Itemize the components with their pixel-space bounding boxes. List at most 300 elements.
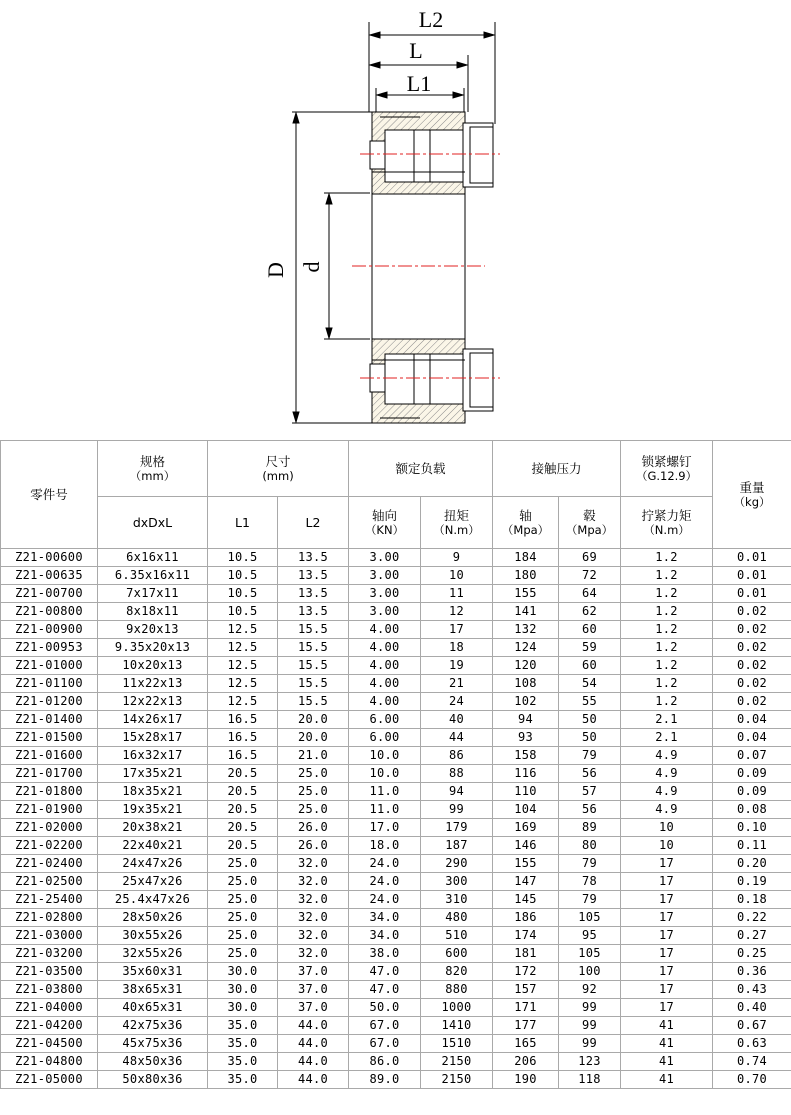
cell-l2: 20.0 [278,711,349,729]
cell-l2: 37.0 [278,999,349,1017]
header-part-no: 零件号 [1,441,98,549]
cell-spec: 17x35x21 [98,765,208,783]
cell-part-no: Z21-04800 [1,1053,98,1071]
cell-part-no: Z21-03200 [1,945,98,963]
cell-axial: 4.00 [349,657,421,675]
cell-l1: 12.5 [208,693,278,711]
cell-shaft-pressure: 155 [493,585,559,603]
table-row [1,999,791,1017]
cell-shaft-pressure: 141 [493,603,559,621]
cell-tighten-torque: 17 [621,909,713,927]
cell-weight: 0.25 [713,945,791,963]
cell-hub-pressure: 95 [559,927,621,945]
cell-torque: 10 [421,567,493,585]
cell-axial: 3.00 [349,549,421,567]
cell-l1: 10.5 [208,603,278,621]
cell-hub-pressure: 59 [559,639,621,657]
cell-spec: 15x28x17 [98,729,208,747]
cell-l2: 15.5 [278,657,349,675]
cell-shaft-pressure: 94 [493,711,559,729]
cell-l1: 25.0 [208,855,278,873]
cell-tighten-torque: 10 [621,837,713,855]
cell-l2: 13.5 [278,549,349,567]
cell-torque: 99 [421,801,493,819]
cell-torque: 94 [421,783,493,801]
table-row [1,711,791,729]
header-screw [621,441,713,497]
cell-part-no: Z21-00635 [1,567,98,585]
table-row [1,603,791,621]
cell-axial: 4.00 [349,693,421,711]
cell-shaft-pressure: 110 [493,783,559,801]
cell-weight: 0.02 [713,621,791,639]
cell-l2: 21.0 [278,747,349,765]
cell-tighten-torque: 1.2 [621,693,713,711]
cell-shaft-pressure: 190 [493,1071,559,1089]
cell-tighten-torque: 1.2 [621,549,713,567]
cell-l2: 32.0 [278,909,349,927]
cell-spec: 14x26x17 [98,711,208,729]
table-row [1,1035,791,1053]
cell-tighten-torque: 1.2 [621,621,713,639]
header-torque-unit: （N.m） [433,522,480,537]
cell-l1: 10.5 [208,585,278,603]
cell-torque: 480 [421,909,493,927]
cell-l2: 13.5 [278,585,349,603]
cell-hub-pressure: 56 [559,801,621,819]
header-hub-label: 毂 [583,507,596,523]
cell-tighten-torque: 17 [621,855,713,873]
cell-l2: 25.0 [278,783,349,801]
cell-shaft-pressure: 186 [493,909,559,927]
cell-weight: 0.19 [713,873,791,891]
cell-weight: 0.20 [713,855,791,873]
header-torque-label: 扭矩 [444,507,470,523]
cell-torque: 2150 [421,1071,493,1089]
cell-l2: 15.5 [278,621,349,639]
cell-torque: 19 [421,657,493,675]
cell-tighten-torque: 1.2 [621,585,713,603]
cell-l2: 44.0 [278,1053,349,1071]
header-contact-pressure: 接触压力 [493,441,621,497]
table-row [1,765,791,783]
table-row [1,855,791,873]
cell-torque: 44 [421,729,493,747]
cell-spec: 50x80x36 [98,1071,208,1089]
cell-shaft-pressure: 157 [493,981,559,999]
header-hub [559,497,621,549]
cell-spec: 7x17x11 [98,585,208,603]
cell-part-no: Z21-01200 [1,693,98,711]
cell-part-no: Z21-00953 [1,639,98,657]
header-weight-unit: （kg） [733,494,771,509]
cell-l2: 32.0 [278,945,349,963]
cell-axial: 67.0 [349,1035,421,1053]
cell-weight: 0.02 [713,639,791,657]
cell-tighten-torque: 41 [621,1017,713,1035]
cell-l2: 15.5 [278,693,349,711]
cell-hub-pressure: 92 [559,981,621,999]
cell-torque: 179 [421,819,493,837]
label-L2: L2 [418,7,444,32]
cell-part-no: Z21-01800 [1,783,98,801]
cell-spec: 25.4x47x26 [98,891,208,909]
label-d: d [299,261,324,273]
header-dims [208,441,349,497]
table-row [1,783,791,801]
header-L2: L2 [278,497,349,549]
cell-torque: 18 [421,639,493,657]
cell-l1: 35.0 [208,1035,278,1053]
header-screw-grade: （G.12.9） [635,468,698,483]
cell-torque: 600 [421,945,493,963]
cell-part-no: Z21-01000 [1,657,98,675]
cell-spec: 48x50x36 [98,1053,208,1071]
header-axial [349,497,421,549]
cell-shaft-pressure: 165 [493,1035,559,1053]
cell-l2: 32.0 [278,891,349,909]
cell-axial: 6.00 [349,711,421,729]
cell-hub-pressure: 72 [559,567,621,585]
cell-l2: 37.0 [278,963,349,981]
cell-spec: 40x65x31 [98,999,208,1017]
cell-spec: 28x50x26 [98,909,208,927]
cell-l1: 10.5 [208,567,278,585]
table-row [1,945,791,963]
cell-l2: 44.0 [278,1017,349,1035]
cell-hub-pressure: 57 [559,783,621,801]
cell-part-no: Z21-01500 [1,729,98,747]
table-row [1,981,791,999]
cell-hub-pressure: 69 [559,549,621,567]
cell-hub-pressure: 54 [559,675,621,693]
cell-hub-pressure: 50 [559,729,621,747]
cell-hub-pressure: 118 [559,1071,621,1089]
cell-l1: 25.0 [208,945,278,963]
header-shaft-unit: （Mpa） [501,522,550,537]
cell-part-no: Z21-03000 [1,927,98,945]
label-D: D [263,262,288,278]
cell-shaft-pressure: 155 [493,855,559,873]
table-row [1,1053,791,1071]
cell-axial: 4.00 [349,639,421,657]
cell-tighten-torque: 17 [621,945,713,963]
cell-axial: 47.0 [349,981,421,999]
cell-tighten-torque: 4.9 [621,801,713,819]
cell-part-no: Z21-00600 [1,549,98,567]
header-dims-label: 尺寸 [265,453,291,469]
cell-l2: 32.0 [278,873,349,891]
cell-shaft-pressure: 93 [493,729,559,747]
cell-part-no: Z21-02400 [1,855,98,873]
cell-shaft-pressure: 172 [493,963,559,981]
cell-weight: 0.09 [713,783,791,801]
cell-part-no: Z21-00700 [1,585,98,603]
cell-weight: 0.04 [713,729,791,747]
cell-weight: 0.11 [713,837,791,855]
cell-l1: 16.5 [208,747,278,765]
cell-torque: 17 [421,621,493,639]
cell-part-no: Z21-04000 [1,999,98,1017]
cell-shaft-pressure: 120 [493,657,559,675]
cell-axial: 18.0 [349,837,421,855]
cell-axial: 24.0 [349,891,421,909]
cell-torque: 40 [421,711,493,729]
cell-axial: 24.0 [349,855,421,873]
table-row [1,873,791,891]
cell-shaft-pressure: 174 [493,927,559,945]
cell-shaft-pressure: 184 [493,549,559,567]
cell-axial: 10.0 [349,765,421,783]
cell-axial: 4.00 [349,621,421,639]
cell-torque: 11 [421,585,493,603]
table-row [1,729,791,747]
cell-l2: 25.0 [278,801,349,819]
header-dims-unit: (mm) [262,468,294,483]
cell-weight: 0.04 [713,711,791,729]
cell-weight: 0.18 [713,891,791,909]
cell-tighten-torque: 17 [621,873,713,891]
cell-torque: 1510 [421,1035,493,1053]
cell-tighten-torque: 17 [621,963,713,981]
cell-axial: 24.0 [349,873,421,891]
cell-shaft-pressure: 116 [493,765,559,783]
cell-hub-pressure: 78 [559,873,621,891]
cell-weight: 0.02 [713,603,791,621]
cell-axial: 11.0 [349,801,421,819]
lower-section [370,339,493,423]
cell-axial: 89.0 [349,1071,421,1089]
cell-axial: 34.0 [349,909,421,927]
cell-torque: 9 [421,549,493,567]
cell-shaft-pressure: 169 [493,819,559,837]
cell-axial: 38.0 [349,945,421,963]
cell-shaft-pressure: 180 [493,567,559,585]
cell-torque: 2150 [421,1053,493,1071]
cell-hub-pressure: 60 [559,657,621,675]
cell-l1: 30.0 [208,963,278,981]
cell-torque: 1410 [421,1017,493,1035]
cell-l2: 44.0 [278,1071,349,1089]
cell-weight: 0.01 [713,585,791,603]
cell-weight: 0.74 [713,1053,791,1071]
cell-part-no: Z21-02200 [1,837,98,855]
header-spec-label: 规格 [139,453,165,469]
table-row [1,657,791,675]
cell-part-no: Z21-01100 [1,675,98,693]
cell-axial: 34.0 [349,927,421,945]
cell-l2: 13.5 [278,567,349,585]
cell-axial: 4.00 [349,675,421,693]
cell-spec: 25x47x26 [98,873,208,891]
cell-tighten-torque: 17 [621,891,713,909]
dim-L2 [369,22,495,124]
cell-part-no: Z21-00800 [1,603,98,621]
cell-l1: 12.5 [208,639,278,657]
cell-l1: 20.5 [208,837,278,855]
cell-l2: 20.0 [278,729,349,747]
cell-hub-pressure: 89 [559,819,621,837]
table-row [1,1017,791,1035]
cell-hub-pressure: 99 [559,999,621,1017]
cell-part-no: Z21-01600 [1,747,98,765]
cell-shaft-pressure: 147 [493,873,559,891]
cell-hub-pressure: 64 [559,585,621,603]
cell-spec: 11x22x13 [98,675,208,693]
cell-l1: 35.0 [208,1017,278,1035]
cell-shaft-pressure: 145 [493,891,559,909]
cell-weight: 0.02 [713,675,791,693]
cell-shaft-pressure: 181 [493,945,559,963]
cell-l2: 26.0 [278,837,349,855]
cell-spec: 35x60x31 [98,963,208,981]
cell-l1: 10.5 [208,549,278,567]
cell-hub-pressure: 60 [559,621,621,639]
cell-l1: 30.0 [208,981,278,999]
cell-axial: 67.0 [349,1017,421,1035]
cell-torque: 88 [421,765,493,783]
cell-weight: 0.02 [713,693,791,711]
cell-shaft-pressure: 206 [493,1053,559,1071]
cell-part-no: Z21-02000 [1,819,98,837]
cell-weight: 0.36 [713,963,791,981]
cell-l1: 25.0 [208,927,278,945]
cell-spec: 16x32x17 [98,747,208,765]
cell-hub-pressure: 80 [559,837,621,855]
cell-torque: 290 [421,855,493,873]
header-L1: L1 [208,497,278,549]
spec-table [0,440,791,1089]
cell-shaft-pressure: 132 [493,621,559,639]
header-spec [98,441,208,497]
cell-tighten-torque: 1.2 [621,639,713,657]
cell-l1: 20.5 [208,801,278,819]
cell-spec: 19x35x21 [98,801,208,819]
cell-shaft-pressure: 158 [493,747,559,765]
cell-part-no: Z21-02500 [1,873,98,891]
header-tighten-unit: （N.m） [643,522,690,537]
table-row [1,963,791,981]
cell-hub-pressure: 79 [559,891,621,909]
cell-torque: 310 [421,891,493,909]
cell-weight: 0.70 [713,1071,791,1089]
cell-tighten-torque: 10 [621,819,713,837]
upper-section [370,112,493,194]
cell-part-no: Z21-01900 [1,801,98,819]
cell-l1: 12.5 [208,675,278,693]
cell-spec: 24x47x26 [98,855,208,873]
table-row [1,747,791,765]
header-spec-unit: （mm） [129,468,176,483]
cell-part-no: Z21-04200 [1,1017,98,1035]
header-screw-label: 锁紧螺钉 [641,453,692,469]
cell-torque: 300 [421,873,493,891]
cell-l2: 25.0 [278,765,349,783]
cell-part-no: Z21-03500 [1,963,98,981]
cell-torque: 21 [421,675,493,693]
cell-tighten-torque: 41 [621,1053,713,1071]
cell-tighten-torque: 41 [621,1035,713,1053]
label-L1: L1 [406,71,432,96]
cell-axial: 6.00 [349,729,421,747]
label-L: L [409,38,423,63]
cell-hub-pressure: 79 [559,747,621,765]
header-weight [713,441,791,549]
cell-axial: 50.0 [349,999,421,1017]
cell-l1: 20.5 [208,765,278,783]
cell-tighten-torque: 17 [621,981,713,999]
cell-tighten-torque: 17 [621,999,713,1017]
cell-hub-pressure: 105 [559,945,621,963]
header-axial-label: 轴向 [372,507,398,523]
cell-shaft-pressure: 102 [493,693,559,711]
cell-spec: 12x22x13 [98,693,208,711]
cell-l2: 32.0 [278,855,349,873]
cell-tighten-torque: 1.2 [621,657,713,675]
cell-tighten-torque: 4.9 [621,783,713,801]
cell-axial: 3.00 [349,567,421,585]
cell-tighten-torque: 4.9 [621,747,713,765]
cell-l1: 16.5 [208,711,278,729]
cell-l1: 12.5 [208,657,278,675]
cell-l2: 32.0 [278,927,349,945]
table-row [1,675,791,693]
cell-spec: 6.35x16x11 [98,567,208,585]
table-row [1,927,791,945]
cell-weight: 0.08 [713,801,791,819]
cell-part-no: Z21-00900 [1,621,98,639]
cell-torque: 510 [421,927,493,945]
cell-hub-pressure: 62 [559,603,621,621]
table-row [1,693,791,711]
header-weight-label: 重量 [739,479,765,495]
cell-hub-pressure: 123 [559,1053,621,1071]
cell-part-no: Z21-25400 [1,891,98,909]
table-row [1,891,791,909]
cell-spec: 45x75x36 [98,1035,208,1053]
cell-l2: 15.5 [278,639,349,657]
table-row [1,585,791,603]
cell-tighten-torque: 41 [621,1071,713,1089]
cell-hub-pressure: 105 [559,909,621,927]
cell-l2: 13.5 [278,603,349,621]
header-axial-unit: （KN） [364,522,405,537]
cell-weight: 0.22 [713,909,791,927]
cell-part-no: Z21-02800 [1,909,98,927]
cell-spec: 38x65x31 [98,981,208,999]
table-row [1,837,791,855]
cell-l1: 16.5 [208,729,278,747]
cell-spec: 9x20x13 [98,621,208,639]
cell-shaft-pressure: 124 [493,639,559,657]
header-tighten-label: 拧紧力矩 [641,507,692,523]
cell-shaft-pressure: 104 [493,801,559,819]
cell-weight: 0.40 [713,999,791,1017]
cell-tighten-torque: 2.1 [621,711,713,729]
table-row [1,1071,791,1089]
cell-weight: 0.02 [713,657,791,675]
cell-hub-pressure: 79 [559,855,621,873]
cell-spec: 9.35x20x13 [98,639,208,657]
cell-shaft-pressure: 146 [493,837,559,855]
cell-weight: 0.43 [713,981,791,999]
cell-part-no: Z21-01400 [1,711,98,729]
header-tighten [621,497,713,549]
cell-l1: 25.0 [208,873,278,891]
technical-drawing [0,0,791,440]
cell-l1: 35.0 [208,1053,278,1071]
cell-l2: 26.0 [278,819,349,837]
